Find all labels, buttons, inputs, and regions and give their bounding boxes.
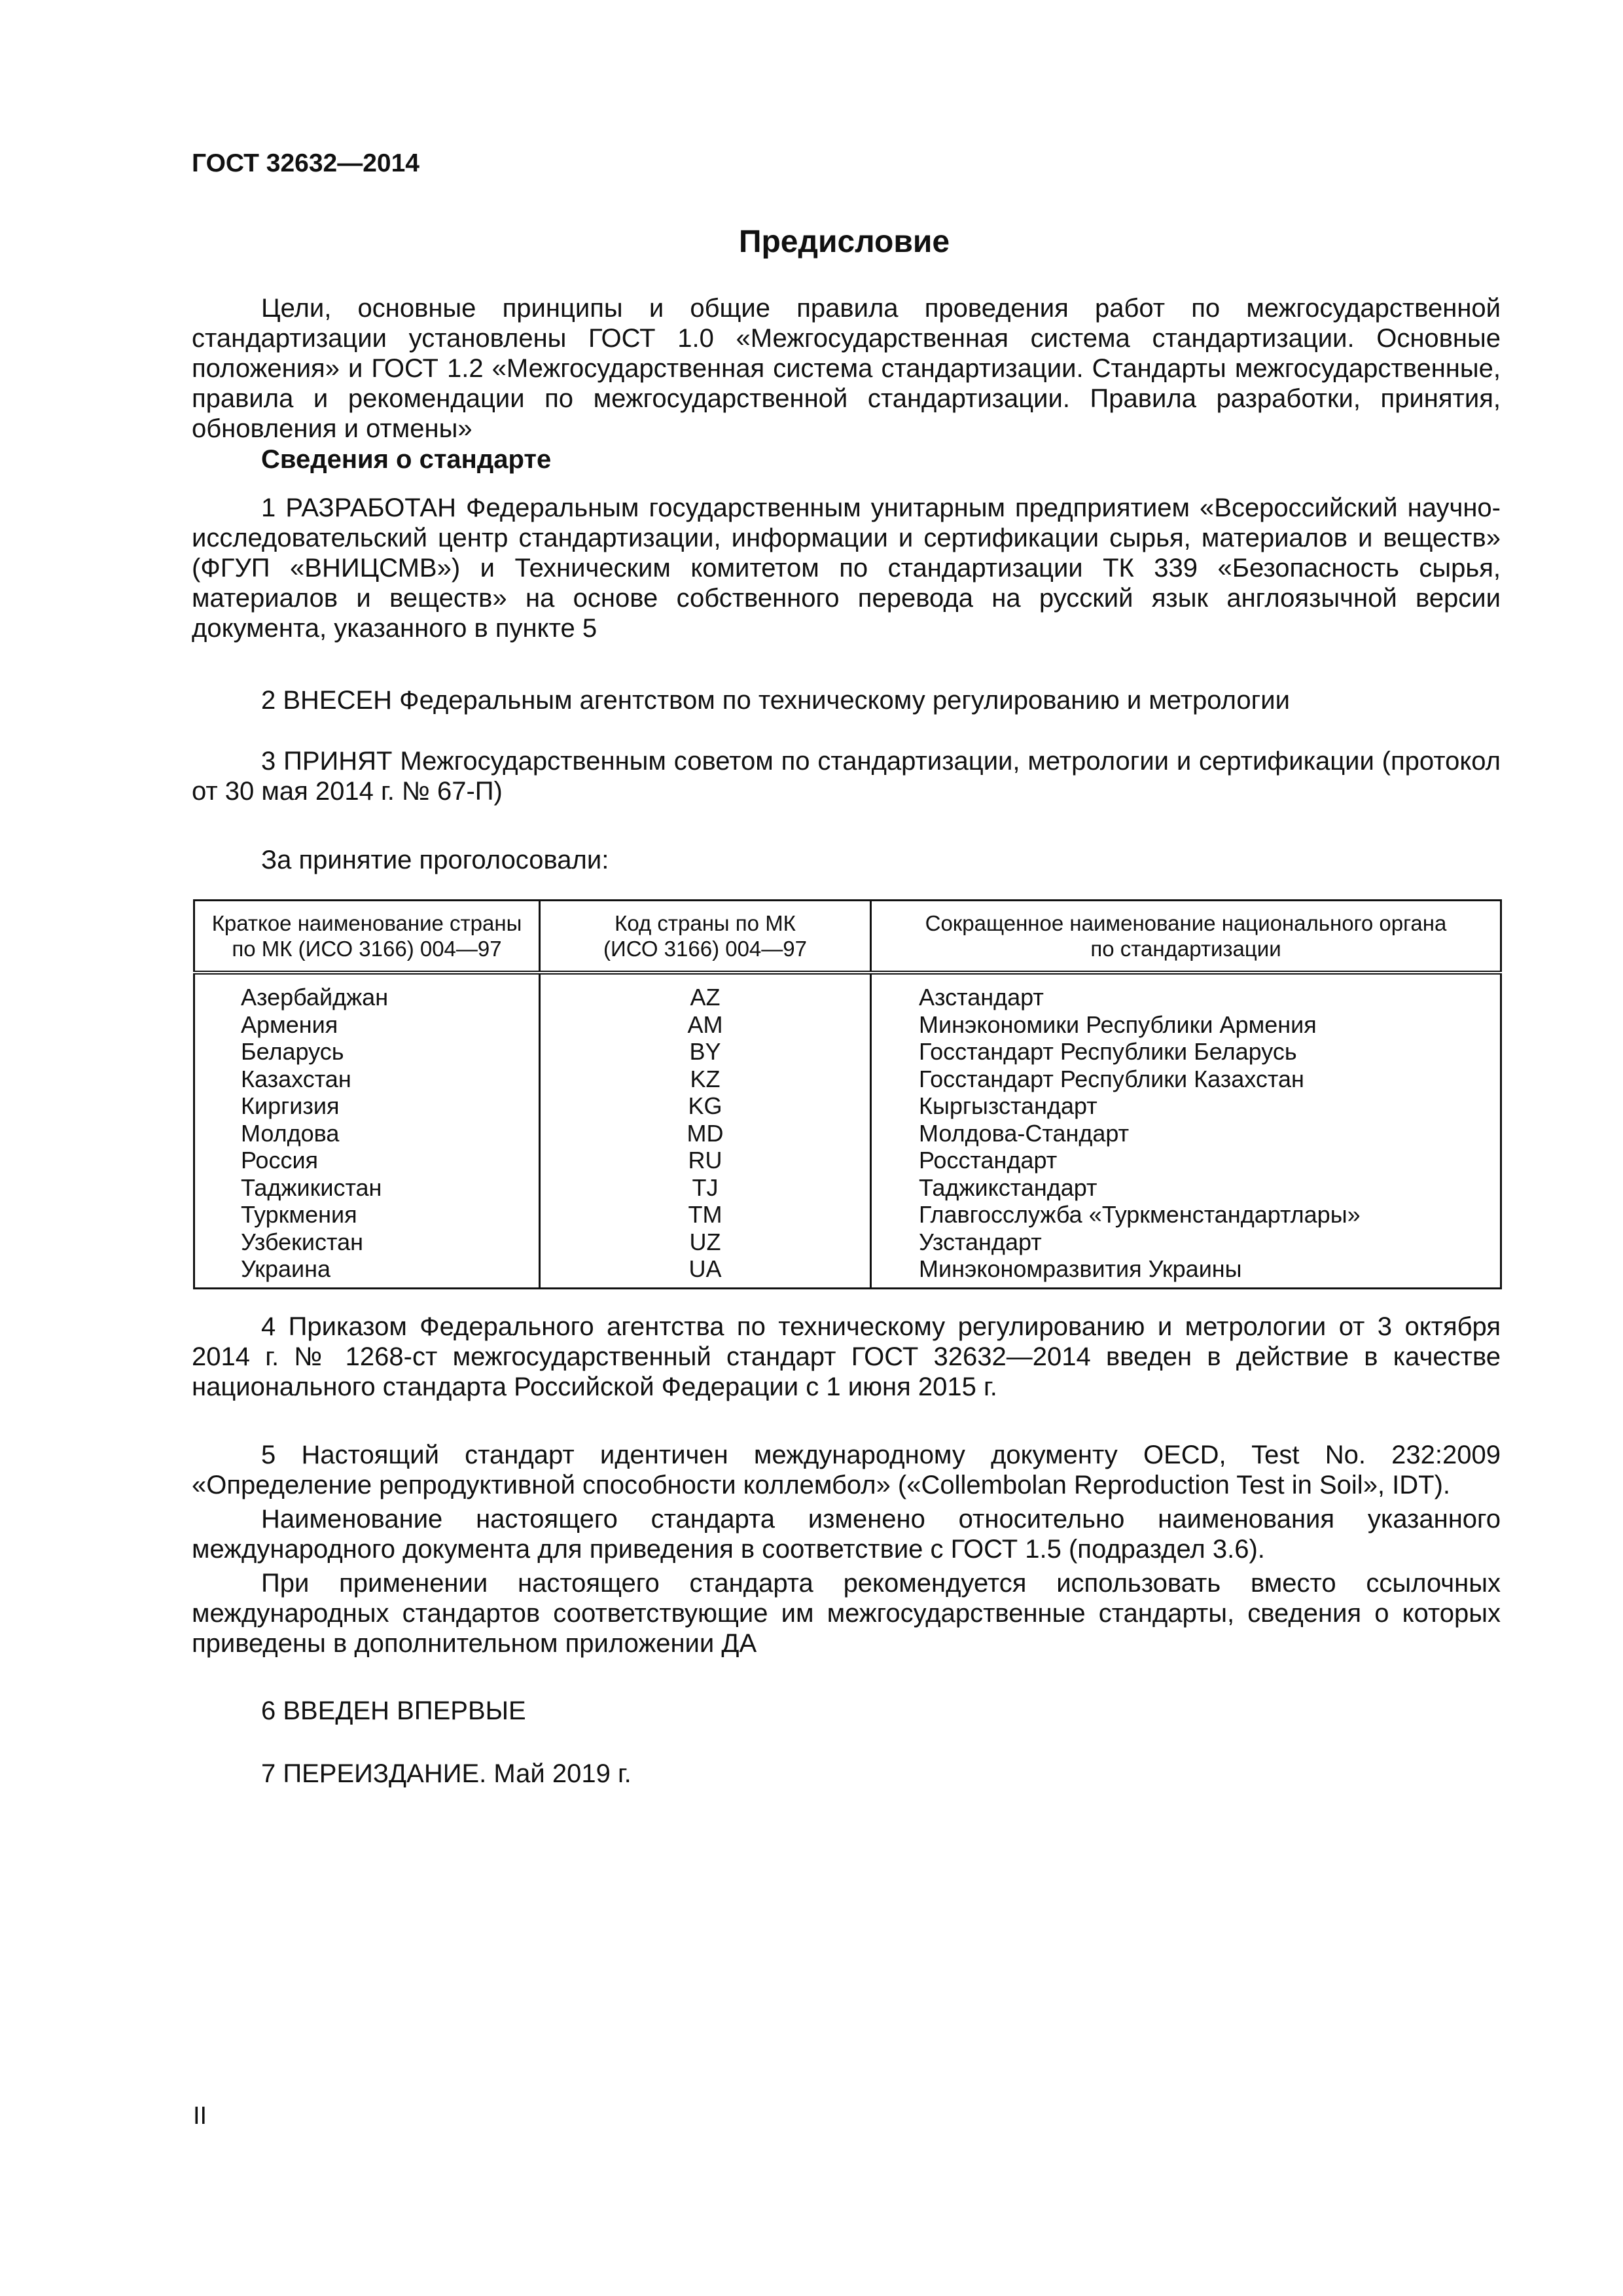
column-header-country: Краткое наименование страны по МК (ИСО 3166) 004—97	[194, 901, 540, 973]
intro-paragraph: Цели, основные принципы и общие правила проведения работ по межгосударственной стандартизации установлены ГОСТ 1.0 «Межгосударственная система стандартизации. Основные положения» и ГОСТ 1.2 «Межгосударственная система стандартизации. Стандарты межгосударственные, правила и рекомендации по межгосударственной стандартизации. Правила разработки, принятия, обновления и отмены»	[192, 294, 1501, 443]
standards-body: Таджикстандарт	[919, 1174, 1097, 1201]
standards-body-column	[871, 973, 1501, 1289]
vote-intro: За принятие проголосовали:	[261, 846, 609, 874]
country-name: Таджикистан	[241, 1174, 382, 1201]
country-code: UA	[688, 1255, 722, 1282]
country-code: RU	[688, 1147, 722, 1174]
country-name: Казахстан	[241, 1065, 351, 1092]
country-name: Россия	[241, 1147, 319, 1174]
item-3-adopted: 3 ПРИНЯТ Межгосударственным советом по стандартизации, метрологии и сертификации (протокол от 30 мая 2014 г. № 67-П)	[192, 747, 1501, 806]
code-column	[540, 973, 871, 1289]
country-name: Беларусь	[241, 1038, 344, 1065]
country-code: KZ	[690, 1065, 721, 1092]
standards-body: Росстандарт	[919, 1147, 1058, 1174]
country-name: Молдова	[241, 1119, 340, 1147]
item-5-rename-note: Наименование настоящего стандарта изменено относительно наименования указанного международного документа для приведения в соответствие с ГОСТ 1.5 (подраздел 3.6).	[192, 1505, 1501, 1564]
standards-body: Кыргызстандарт	[919, 1092, 1097, 1119]
country-code: TM	[688, 1201, 722, 1228]
country-name: Узбекистан	[241, 1228, 364, 1255]
country-code: UZ	[689, 1228, 721, 1255]
standards-body: Главгосслужба «Туркменстандартлары»	[919, 1201, 1361, 1228]
standards-body: Госстандарт Республики Беларусь	[919, 1038, 1297, 1065]
item-1-developed: 1 РАЗРАБОТАН Федеральным государственным унитарным предприятием «Всероссийский научно-исследовательский центр стандартизации, информации и сертификации сырья, материалов и веществ» (ФГУП «ВНИЦСМВ») и Техническим комитетом по стандартизации ТК 339 «Безопасность сырья, материалов и веществ» на основе собственного перевода на русский язык англоязычной версии документа, указанного в пункте 5	[192, 493, 1501, 643]
country-name: Туркмения	[241, 1201, 357, 1228]
about-standard-heading: Сведения о стандарте	[261, 445, 552, 474]
standards-body: Молдова-Стандарт	[919, 1119, 1130, 1147]
voting-states-table	[193, 899, 1502, 1289]
column-header-body: Сокращенное наименование национального органа по стандартизации	[871, 901, 1501, 973]
item-5-references-note: При применении настоящего стандарта рекомендуется использовать вместо ссылочных международных стандартов соответствующие им межгосударственные стандарты, сведения о которых приведены в дополнительном приложении ДА	[192, 1569, 1501, 1658]
page-title: Предисловие	[738, 224, 950, 259]
country-code: BY	[689, 1038, 721, 1065]
document-code-header: ГОСТ 32632—2014	[192, 149, 419, 177]
table-body	[194, 973, 1501, 1289]
item-6-first-introduced: 6 ВВЕДЕН ВПЕРВЫЕ	[261, 1696, 526, 1725]
page-number: II	[193, 2102, 207, 2130]
standards-body: Минэкономразвития Украины	[919, 1255, 1242, 1282]
country-name: Киргизия	[241, 1092, 340, 1119]
item-2-submitted: 2 ВНЕСЕН Федеральным агентством по техническому регулированию и метрологии	[261, 686, 1290, 715]
item-7-reissue: 7 ПЕРЕИЗДАНИЕ. Май 2019 г.	[261, 1759, 632, 1788]
standards-body: Госстандарт Республики Казахстан	[919, 1065, 1304, 1092]
standards-body: Минэкономики Республики Армения	[919, 1011, 1317, 1038]
country-name: Армения	[241, 1011, 338, 1038]
standards-body: Азстандарт	[919, 984, 1044, 1011]
country-column	[194, 973, 540, 1289]
country-code: TJ	[692, 1174, 719, 1201]
item-5-identical: 5 Настоящий стандарт идентичен международному документу OECD, Test No. 232:2009 «Определение репродуктивной способности коллембол» («Collembolan Reproduction Test in Soil», IDT).	[192, 1441, 1501, 1499]
country-name: Украина	[241, 1255, 331, 1282]
standards-body: Узстандарт	[919, 1228, 1042, 1255]
country-code: KG	[688, 1092, 722, 1119]
column-header-code: Код страны по МК (ИСО 3166) 004—97	[540, 901, 871, 973]
country-code: MD	[687, 1119, 724, 1147]
country-code: AZ	[690, 984, 721, 1011]
item-4-enacted: 4 Приказом Федерального агентства по техническому регулированию и метрологии от 3 октября 2014 г. № 1268-ст межгосударственный стандарт ГОСТ 32632—2014 введен в действие в качестве национального стандарта Российской Федерации с 1 июня 2015 г.	[192, 1312, 1501, 1401]
table-header-row	[194, 901, 1501, 973]
country-code: AM	[687, 1011, 723, 1038]
country-name: Азербайджан	[241, 984, 389, 1011]
